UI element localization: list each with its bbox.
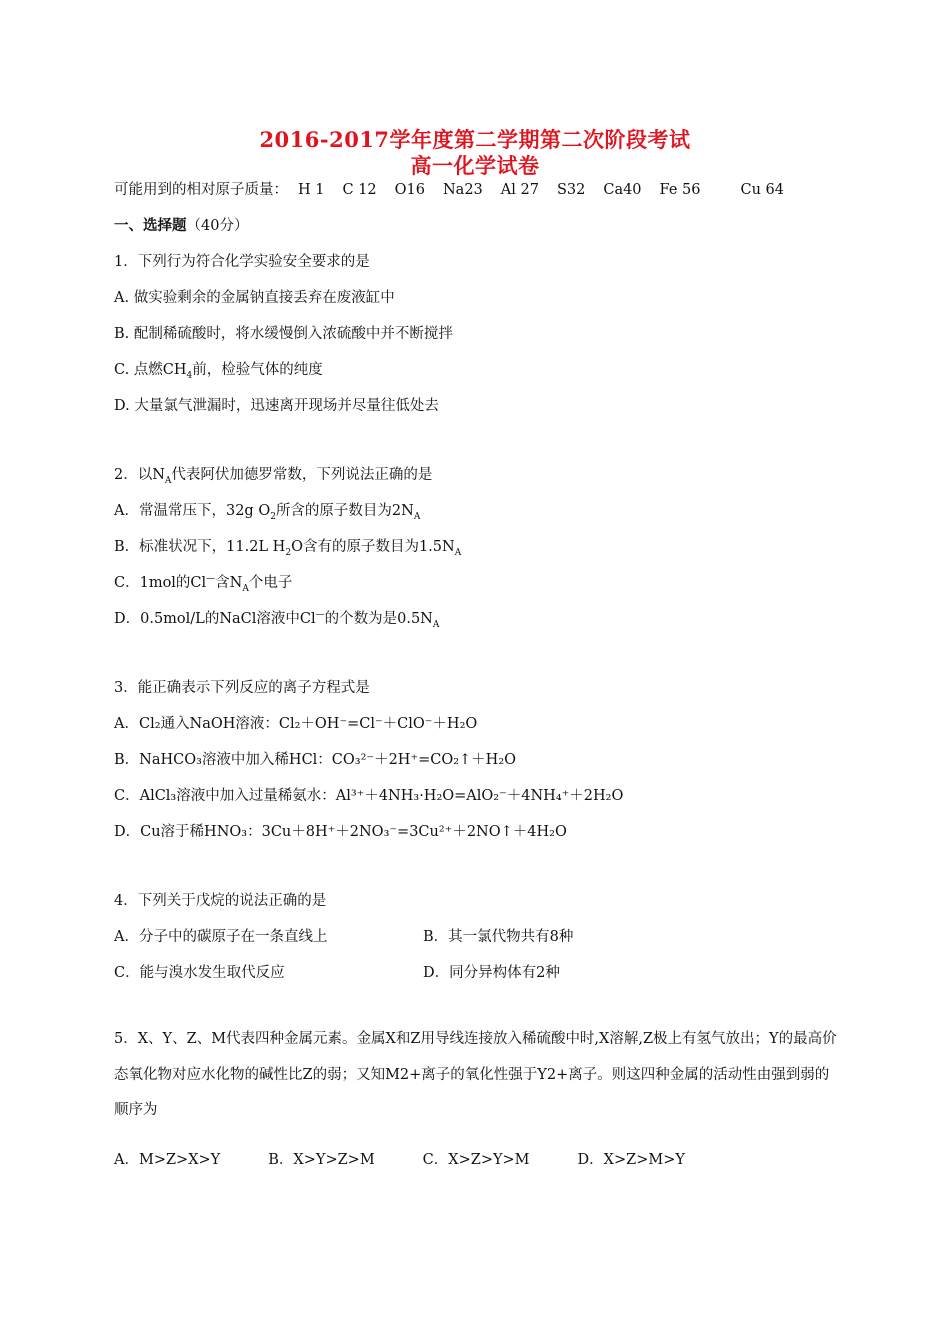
q5-option-b: B．X>Y>Z>M	[268, 1152, 375, 1168]
atomic-mass-item: Cu 64	[740, 182, 784, 198]
section-title: 一、选择题	[114, 217, 187, 234]
q3-stem: 3．能正确表示下列反应的离子方程式是	[114, 680, 370, 696]
subscript: 2	[285, 547, 292, 558]
text: O含有的原子数目为1.5N	[291, 539, 455, 555]
q3-option-d: D．Cu溶于稀HNO₃：3Cu＋8H⁺＋2NO₃⁻=3Cu²⁺＋2NO↑＋4H₂O	[114, 824, 567, 840]
text: 代表阿伏加德罗常数，下列说法正确的是	[171, 467, 433, 483]
text: C. 点燃CH	[114, 362, 187, 378]
text: 含N	[215, 575, 243, 591]
q5-option-d: D．X>Z>M>Y	[577, 1152, 685, 1168]
q3-option-c: C．AlCl₃溶液中加入过量稀氨水：Al³⁺＋4NH₃·H₂O=AlO₂⁻＋4NH₄⁺＋2H₂O	[114, 788, 624, 804]
q5-option-a: A．M>Z>X>Y	[114, 1152, 221, 1168]
q4-option-a: A．分子中的碳原子在一条直线上	[114, 929, 328, 945]
q4-option-c: C．能与溴水发生取代反应	[114, 965, 285, 981]
q1-option-a: A. 做实验剩余的金属钠直接丢弃在废液缸中	[114, 290, 395, 306]
text: B．标准状况下，11.2L H	[114, 539, 286, 555]
subscript: A	[413, 511, 421, 522]
text: A．常温常压下，32g O	[114, 503, 271, 519]
exam-title: 2016-2017学年度第二学期第二次阶段考试	[259, 127, 691, 152]
q2-option-d	[114, 607, 439, 630]
q1-option-b: B. 配制稀硫酸时，将水缓慢倒入浓硫酸中并不断搅拌	[114, 326, 453, 342]
atomic-mass-item: Na23	[442, 182, 483, 198]
subscript: 4	[186, 370, 193, 381]
text: C．1mol的Cl	[114, 575, 207, 591]
superscript: —	[206, 574, 216, 585]
atomic-masses-label: 可能用到的相对原子质量：	[114, 182, 288, 198]
text: D．0.5mol/L的NaCl溶液中Cl	[114, 611, 316, 627]
text: 的个数为是0.5N	[324, 611, 433, 627]
atomic-mass-item: H 1	[298, 182, 325, 198]
q5-option-c: C．X>Z>Y>M	[422, 1152, 530, 1168]
q1-stem: 1．下列行为符合化学实验安全要求的是	[114, 254, 370, 270]
atomic-mass-item: Ca40	[603, 182, 642, 198]
q2-stem	[114, 463, 432, 486]
q1-option-c	[114, 358, 323, 381]
section-points: （40分）	[186, 218, 249, 234]
q1-option-d: D. 大量氯气泄漏时，迅速离开现场并尽量往低处去	[114, 398, 439, 414]
q3-option-b: B．NaHCO₃溶液中加入稀HCl：CO₃²⁻＋2H⁺=CO₂↑＋H₂O	[114, 752, 517, 768]
exam-subtitle: 高一化学试卷	[410, 153, 540, 178]
q5-options	[114, 1148, 685, 1169]
text: 前，检验气体的纯度	[192, 362, 323, 378]
q2-option-c	[114, 571, 292, 594]
atomic-mass-item: Al 27	[500, 182, 539, 198]
atomic-mass-item: O16	[394, 182, 425, 198]
subscript: A	[454, 547, 462, 558]
text: 2．以N	[114, 467, 165, 483]
subscript: A	[242, 583, 249, 594]
atomic-mass-item: C 12	[342, 182, 377, 198]
q3-option-a: A．Cl₂通入NaOH溶液：Cl₂＋OH⁻=Cl⁻＋ClO⁻＋H₂O	[114, 716, 478, 732]
q5-stem: 5．X、Y、Z、M代表四种金属元素。金属X和Z用导线连接放入稀硫酸中时,X溶解,Z极上有氢气放出；Y的最高价态氧化物对应水化物的碱性比Z的弱；又知M2+离子的氧化性强于Y2+离子。则这四种金属的活动性由强到弱的顺序为	[114, 1031, 837, 1118]
q4-option-d: D．同分异构体有2种	[423, 965, 560, 981]
text: 所含的原子数目为2N	[275, 503, 414, 519]
subscript: 2	[270, 511, 276, 522]
q4-stem: 4．下列关于戊烷的说法正确的是	[114, 893, 327, 909]
q2-option-a	[114, 499, 420, 522]
atomic-masses-line	[114, 178, 784, 199]
atomic-mass-item: S32	[556, 182, 586, 198]
subscript: A	[164, 475, 172, 486]
superscript: —	[315, 610, 325, 621]
text: 个电子	[248, 575, 293, 591]
subscript: A	[432, 619, 440, 630]
q4-option-b: B．其一氯代物共有8种	[423, 929, 574, 945]
q2-option-b	[114, 535, 461, 558]
section-heading	[114, 214, 248, 235]
atomic-mass-item: Fe 56	[659, 182, 701, 198]
